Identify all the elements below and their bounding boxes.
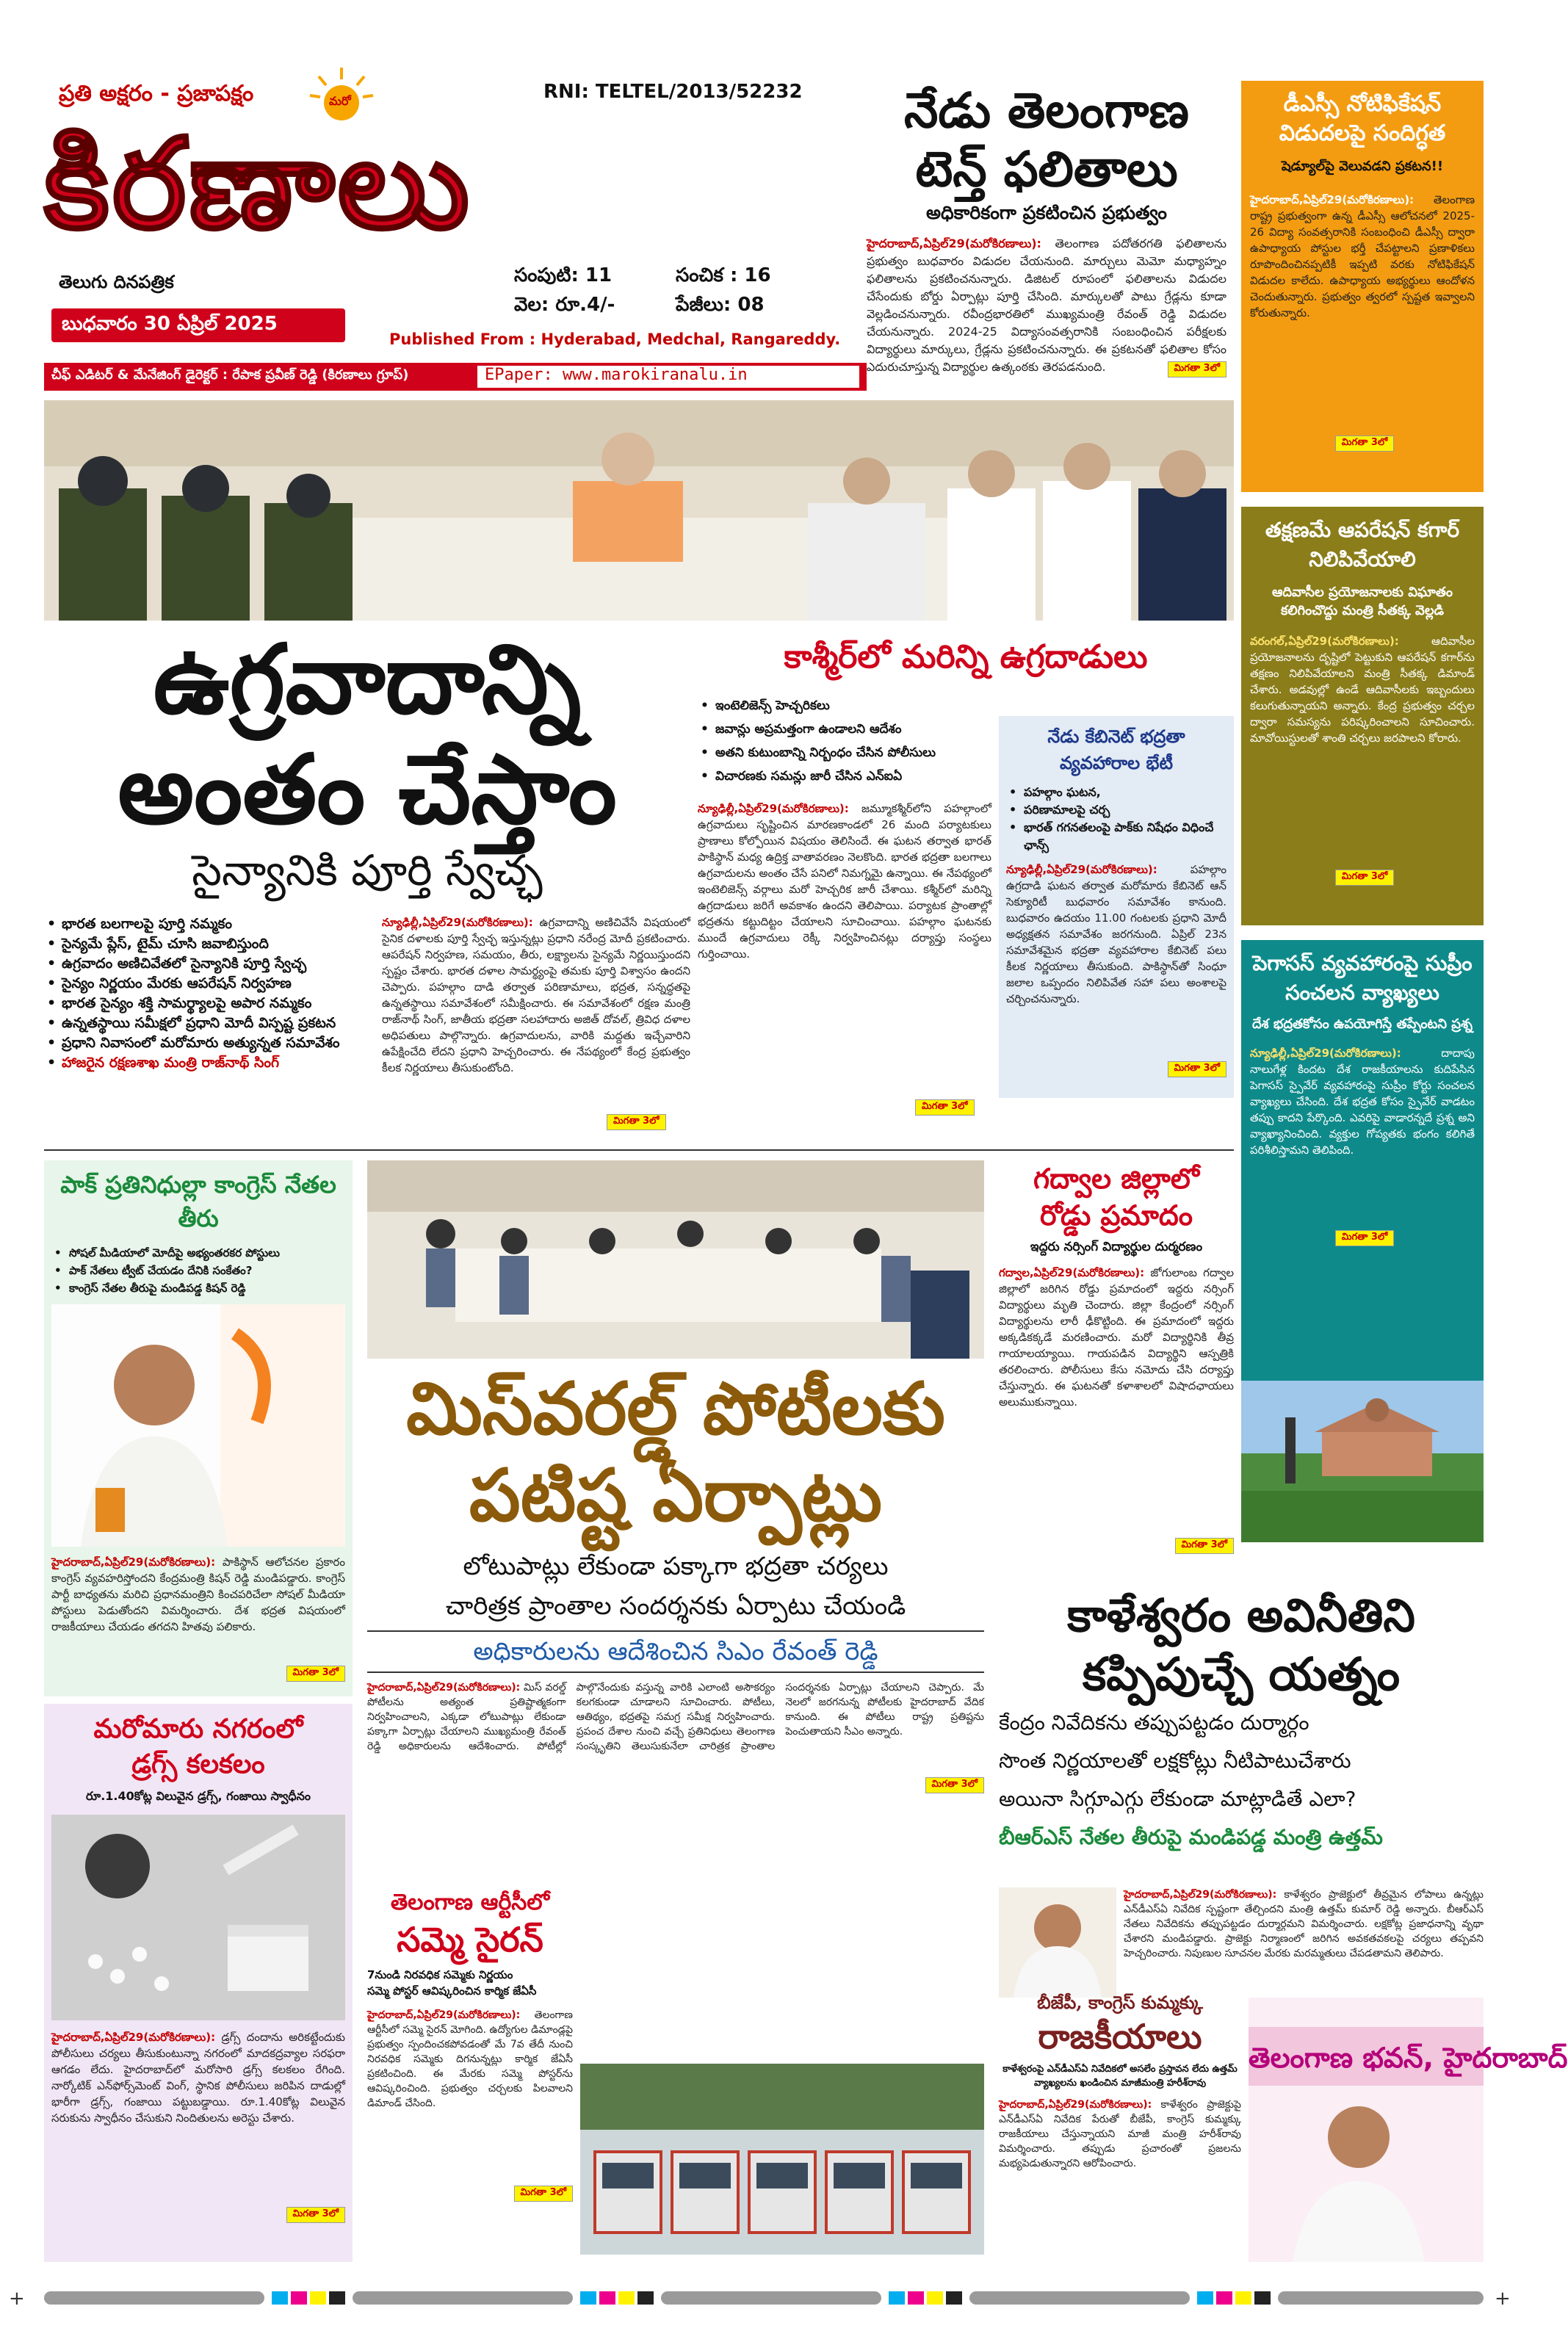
cabinet-body <box>1006 861 1226 1060</box>
masthead-price: వెల: రూ.4/- <box>514 294 615 316</box>
drugs-photo <box>51 1815 345 2020</box>
pak-congress-bullet: • సోషల్ మీడియాలో మోదీపై అభ్యంతరకర పోస్టులు <box>51 1244 345 1262</box>
svg-text:+: + <box>9 2288 25 2310</box>
miss-world-headline-2: పటిష్ట ఏర్పాట్లు <box>469 1453 883 1538</box>
main-bullet: • ప్రధాని నివాసంలో మరోమారు అత్యున్నత సమావేశం <box>44 1033 367 1053</box>
masthead-issue: సంచిక : 16 <box>676 264 771 286</box>
pegasus-dateline: న్యూఢిల్లీ,ఏప్రిల్29(మరోకిరణాలు): <box>1250 1047 1401 1060</box>
bjp-congress-story <box>999 1990 1241 2262</box>
drugs-headline-1: మరోమారు నగరంలో <box>93 1713 303 1744</box>
miss-world-sub-1: లోటుపాట్లు లేకుండా పక్కాగా భద్రతా చర్యలు <box>463 1552 889 1581</box>
cabinet-dateline: న్యూఢిల్లీ,ఏప్రిల్29(మరోకిరణాలు): <box>1006 863 1157 876</box>
masthead-volume: సంపుటి: 11 <box>514 264 613 286</box>
pegasus-sub: దేశ భద్రతకోసం ఉపయోగిస్తే తప్పేంటని ప్రశ్న <box>1251 1016 1473 1032</box>
pak-congress-body <box>51 1554 345 1664</box>
gadwal-body-text: జోగులాంబ గద్వాల జిల్లాలో జరిగిన రోడ్డు ప్రమాదంలో ఇద్దరు నర్సింగ్ విద్యార్థులు మృతి చెందారు. జిల్లా కేంద్రంలో నర్సింగ్ విద్యార్థులను లారీ ఢీకొట్టింది. ఈ ప్రమాదంలో ఇద్దరు అక్కడికక్కడే మరణించారు. మరో విద్యార్థినికి తీవ్ర గాయాలయ్యాయి. గాయపడిన విద్యార్థిని ఆస్పత్రికి తరలించారు. పోలీసులు కేసు నమోదు చేసి దర్యాప్తు చేస్తున్నారు. ఈ ఘటనతో కళాశాలలో విషాదఛాయలు అలుముకున్నాయి. <box>999 1266 1234 1409</box>
supreme-court-photo <box>1241 1381 1484 1542</box>
masthead <box>44 51 874 397</box>
bjp-congress-headline-2: రాజకీయాలు <box>1038 2017 1202 2056</box>
miss-world-body <box>367 1680 984 1776</box>
cabinet-body-text: పహల్గాం ఉగ్రదాడి ఘటన తర్వాత మరోమారు కేబినెట్ ఆన్ సెక్యూరిటీ బుధవారం సమావేశం కానుంది. బుధవారం ఉదయం 11.00 గంటలకు ప్రధాని మోదీ అధ్యక్షతన సమావేశం జరగనుంది. ఏప్రిల్ 23న సమావేశమైన భద్రతా వ్యవహారాల కేబినెట్ పలు కీలక నిర్ణయాలు తీసుకుంది. పాకిస్థాన్‌తో సింధూ జలాల ఒప్పందం నిలిపివేత సహా పలు అంశాలపై చర్చించనున్నారు. <box>1006 863 1226 1005</box>
pak-congress-bullet: • కాంగ్రెస్ నేతల తీరుపై మండిపడ్డ కిషన్ రెడ్డి <box>51 1279 345 1297</box>
main-bullets <box>44 914 367 1073</box>
pegasus-headline: పెగాసస్ వ్యవహారంపై సుప్రీం సంచలన వ్యాఖ్యలు <box>1252 951 1473 1005</box>
tenth-headline-2: టెన్త్ ఫలితాలు <box>915 140 1178 198</box>
kaleshwaram-body <box>1124 1887 1484 1983</box>
rtc-body-text: తెలంగాణ ఆర్టీసీలో సమ్మె సైరన్ మోగింది. ఉద్యోగుల డిమాండ్లపై ప్రభుత్వం స్పందించకపోవడంతో మే 7వ తేదీ నుంచి నిరవధిక సమ్మెకు దిగనున్నట్లు కార్మిక జేఏసీ ప్రకటించింది. ఈ మేరకు సమ్మె పోస్టర్‌ను ఆవిష్కరించింది. ప్రభుత్వం చర్చలకు పిలవాలని డిమాండ్ చేసింది. <box>367 2009 573 2109</box>
newspaper-logo: కిరణాలు <box>44 110 472 257</box>
uttam-photo <box>999 1887 1116 1998</box>
kaleshwaram-story <box>999 1586 1484 1983</box>
hero-photo <box>44 400 1234 621</box>
kagar-body-text: ఆదివాసీల ప్రయోజనాలను దృష్టిలో పెట్టుకుని ఆపరేషన్ కగార్‌ను తక్షణం నిలిపివేయాలని మంత్రి సీతక్క డిమాండ్ చేశారు. అడవుల్లో ఉండే ఆదివాసీలకు ఇబ్బందులు కలుగుతున్నాయని అన్నారు. కేంద్ర ప్రభుత్వం చర్చల ద్వారా సమస్యను పరిష్కరించాలని సూచించారు. మావోయిస్టులతో శాంతి చర్చలు జరపాలని కోరారు. <box>1250 635 1475 745</box>
masthead-tagline: ప్రతి అక్షరం - ప్రజాపక్షం <box>59 81 254 106</box>
rtc-story <box>367 1887 573 2262</box>
pak-congress-bullet: • పాక్ నేతలు ట్వీట్ చేయడం దేనికి సంకేతం? <box>51 1262 345 1279</box>
kaleshwaram-sub-2: సొంత నిర్ణయాలతో లక్షకోట్లు నీటిపాటుచేశారు <box>999 1749 1351 1773</box>
dsc-body-text: తెలంగాణ రాష్ట్ర ప్రభుత్వంగా ఉన్న డీఎస్సీ ఆలోచనలో 2025-26 విద్యా సంవత్సరానికి సంబంధించి డీఎస్సీ ద్వారా ఉపాధ్యాయ పోస్టుల భర్తీ చేపట్టాలని ప్రణాళికలు రూపొందించినప్పటికీ ఇప్పటి వరకు నోటిఫికేషన్ విడుదల కాలేదు. ఉపాధ్యాయ అభ్యర్థులు ఆందోళన చెందుతున్నారు. ప్రభుత్వం త్వరలో స్పష్టత ఇవ్వాలని కోరుతున్నారు. <box>1250 193 1475 319</box>
cabinet-more-link[interactable]: మిగతా 3లో <box>1168 1061 1227 1077</box>
main-body <box>382 914 690 1098</box>
harish-rao-photo <box>1249 1998 1568 2262</box>
kashmir-bullet: • ఇంటెలిజెన్స్ హెచ్చరికలు <box>698 694 991 718</box>
drugs-more-link[interactable]: మిగతా 3లో <box>286 2207 346 2223</box>
kashmir-more-link[interactable]: మిగతా 3లో <box>915 1099 975 1116</box>
main-body-text: ఉగ్రవాదాన్ని అణిచివేసే విషయంలో సైనిక దళాలకు పూర్తి స్వేచ్ఛ ఇస్తున్నట్లు ప్రధాని నరేంద్ర మోదీ ప్రకటించారు. ఆపరేషన్ నిర్వహణ, సమయం, తీరు, లక్ష్యాలను సైన్యమే నిర్ణయిస్తుందని స్పష్టం చేశారు. భారత దళాల సామర్థ్యంపై తమకు పూర్తి విశ్వాసం ఉందని చెప్పారు. పహల్గాం దాడి తర్వాత పరిణామాలు, భద్రత, సన్నద్ధతపై ఉన్నతస్థాయి సమావేశంలో సమీక్షించారు. ఈ సమావేశంలో రక్షణ మంత్రి రాజ్‌నాథ్ సింగ్, జాతీయ భద్రతా సలహాదారు అజిత్ దోవల్, త్రివిధ దళాల అధిపతులు పాల్గొన్నారు. ఉగ్రవాదులను, వారికి మద్దతు ఇచ్చేవారిని ఉపేక్షించేది లేదని ప్రధాని హెచ్చరించారు. ఈ నేపథ్యంలో కేంద్ర ప్రభుత్వం కీలక నిర్ణయాలు తీసుకుంటోంది. <box>382 916 690 1074</box>
bjp-congress-body <box>999 2097 1241 2208</box>
main-bullet: • భారత బలగాలపై పూర్తి నమ్మకం <box>44 914 367 934</box>
main-bullet: • హాజరైన రక్షణశాఖ మంత్రి రాజ్‌నాథ్ సింగ్ <box>44 1053 367 1073</box>
pak-congress-headline: పాక్ ప్రతినిధుల్లా కాంగ్రెస్ నేతల తీరు <box>60 1171 336 1232</box>
kagar-sub: ఆదివాసీల ప్రయోజనాలకు విఘాతం కలిగించొద్దు మంత్రి సీతక్క వెల్లడి <box>1271 585 1453 618</box>
print-color-bar <box>0 2284 1518 2313</box>
main-headline-1: ఉగ్రవాదాన్ని <box>153 623 582 735</box>
kaleshwaram-sub-1: కేంద్రం నివేదికను తప్పుపట్టడం దుర్మార్గం <box>999 1710 1309 1735</box>
main-headline-2: అంతం చేస్తాం <box>118 733 617 845</box>
harish-rao-banner: తెలంగాణ భవన్, హైదరాబాద్ <box>1249 2042 1568 2074</box>
gadwal-dateline: గద్వాల,ఏప్రిల్29(మరోకిరణాలు): <box>999 1266 1145 1279</box>
pegasus-body-text: దాదాపు నాలుగేళ్ల కిందట దేశ రాజకీయాలను కుదిపేసిన పెగాసస్ స్పైవేర్ వ్యవహారంపై సుప్రీం కోర్టు సంచలన వ్యాఖ్యలు చేసింది. దేశ భద్రత కోసం స్పైవేర్ వాడటం తప్పు కాదని పేర్కొంది. ఎవరిపై వాడారన్నదే ప్రశ్న అని వ్యాఖ్యానించింది. వ్యక్తుల గోప్యతకు భంగం కలిగితే పరిశీలిస్తామని తెలిపింది. <box>1250 1047 1475 1157</box>
drugs-sub: రూ.1.40కోట్ల విలువైన డ్రగ్స్, గంజాయి స్వాధీనం <box>86 1789 311 1803</box>
miss-world-story <box>367 1366 984 1880</box>
kashmir-story <box>698 635 1234 1120</box>
tenth-results-story <box>867 81 1226 397</box>
pak-congress-bullets <box>51 1244 345 1297</box>
kashmir-bullet: • విచారణకు సమన్లు జారీ చేసిన ఎన్ఐఏ <box>698 765 991 788</box>
drugs-body <box>51 2029 345 2205</box>
cabinet-box <box>999 716 1234 1098</box>
bjp-congress-sub: కాళేశ్వరంపై ఎన్‌డీఎస్ఏ నివేదికలో అసలేం ప్రస్తావన లేదు ఉత్తమ్ వ్యాఖ్యలను ఖండించిన మాజీమంత్రి హరీశ్‌రావు <box>1002 2064 1238 2089</box>
masthead-date: బుధవారం 30 ఏప్రిల్ 2025 <box>62 313 278 335</box>
rtc-body <box>367 2008 573 2184</box>
cabinet-bullet: • పహల్గాం ఘటన, <box>1006 784 1226 801</box>
bjp-congress-dateline: హైదరాబాద్,ఏప్రిల్29(మరోకిరణాలు): <box>999 2099 1152 2111</box>
miss-world-body-text: మిస్ వరల్డ్ పోటీలను అత్యంత ప్రతిష్టాత్మకంగా నిర్వహించాలని, ఎక్కడా లోటుపాట్లు లేకుండా పక్కాగా ఏర్పాట్లు చేయాలని ముఖ్యమంత్రి రేవంత్ రెడ్డి అధికారులను ఆదేశించారు. పోటీల్లో పాల్గొనేందుకు వస్తున్న వారికి ఎలాంటి అసౌకర్యం కలగకుండా చూడాలని సూచించారు. పోటీలు, ఆతిథ్యం, భద్రతపై సమగ్ర సమీక్ష నిర్వహించారు. ప్రపంచ దేశాల నుంచి వచ్చే ప్రతినిధులు తెలంగాణ సంస్కృతిని తెలుసుకునేలా చారిత్రక ప్రాంతాల సందర్శనకు ఏర్పాట్లు చేయాలని చెప్పారు. మే నెలలో జరగనున్న పోటీలకు హైదరాబాద్ వేదిక కానుంది. ఈ పోటీలు రాష్ట్ర ప్రతిష్టను పెంచుతాయని సీఎం అన్నారు. <box>367 1682 984 1752</box>
main-bullet: • సైన్యమే ప్లేస్, టైమ్ చూసి జవాబిస్తుంది <box>44 934 367 954</box>
miss-world-meeting-photo <box>367 1160 984 1359</box>
main-story <box>44 624 690 1138</box>
cabinet-bullet: • భారత్ గగనతలంపై పాక్‌కు నిషేధం విధించే ఛాన్స్ <box>1006 819 1226 854</box>
logo-badge: మరో <box>329 94 351 108</box>
main-dateline: న్యూఢిల్లీ,ఏప్రిల్29(మరోకిరణాలు): <box>382 916 533 929</box>
rtc-sub-2: సమ్మె పోస్టర్ ఆవిష్కరించిన కార్మిక జేఏసీ <box>367 1984 537 1998</box>
kashmir-bullets <box>698 694 991 788</box>
logo-sun-icon <box>308 66 375 110</box>
drugs-headline-2: డ్రగ్స్ కలకలం <box>131 1749 265 1779</box>
kagar-dateline: వరంగల్,ఏప్రిల్29(మరోకిరణాలు): <box>1250 635 1399 648</box>
cabinet-bullet: • పరిణామాలపై చర్చ <box>1006 801 1226 819</box>
gadwal-story <box>999 1160 1234 1586</box>
dsc-headline: డీఎస్సీ నోటిఫికేషన్ విడుదలపై సందిగ్ధత <box>1279 91 1446 146</box>
kaleshwaram-headline-1: కాళేశ్వరం అవినీతిని <box>1067 1589 1415 1642</box>
section-divider <box>44 1149 1234 1151</box>
kashmir-headline: కాశ్మీర్‌లో మరిన్ని ఉగ్రదాడులు <box>784 638 1148 676</box>
masthead-published-from: Published From : Hyderabad, Medchal, Rangareddy. <box>389 330 841 348</box>
rtc-headline-2: సమ్మె సైరన్ <box>397 1920 543 1959</box>
dsc-body <box>1250 192 1475 434</box>
rtc-dateline: హైదరాబాద్,ఏప్రిల్29(మరోకిరణాలు): <box>367 2009 521 2021</box>
kashmir-dateline: న్యూఢిల్లీ,ఏప్రిల్29(మరోకిరణాలు): <box>698 802 849 815</box>
miss-world-sub-2: చారిత్రక ప్రాంతాల సందర్శనకు ఏర్పాటు చేయండి <box>445 1591 906 1621</box>
masthead-epaper-link[interactable]: EPaper: www.marokiranalu.in <box>477 366 859 388</box>
dsc-dateline: హైదరాబాద్,ఏప్రిల్29(మరోకిరణాలు): <box>1250 193 1415 206</box>
bjp-congress-body-text: కాళేశ్వరం ప్రాజెక్టుపై ఎన్‌డీఎస్ఏ నివేదిక పేరుతో బీజేపీ, కాంగ్రెస్ కుమ్మక్కు రాజకీయాలు చేస్తున్నాయని మాజీ మంత్రి హరీశ్‌రావు విమర్శించారు. తప్పుడు ప్రచారంతో ప్రజలను మభ్యపెడుతున్నారని ఆరోపించారు. <box>999 2099 1241 2169</box>
tenth-headline-1: నేడు తెలంగాణ <box>904 82 1189 139</box>
dsc-sub: షెడ్యూల్‌పై వెలువడని ప్రకటన!! <box>1281 159 1444 174</box>
kashmir-body <box>698 800 991 1094</box>
pegasus-box <box>1241 940 1484 1381</box>
drugs-body-text: డ్రగ్స్ దందాను అరికట్టేందుకు పోలీసులు చర్యలు తీసుకుంటున్నా నగరంలో మాదకద్రవ్యాల సరఫరా ఆగడం లేదు. హైదరాబాద్‌లో మరోసారి డ్రగ్స్ కలకలం రేగింది. నార్కోటిక్ ఎన్‌ఫోర్స్‌మెంట్ వింగ్, స్థానిక పోలీసులు జరిపిన దాడుల్లో భారీగా డ్రగ్స్, గంజాయి పట్టుబడ్డాయి. రూ.1.40కోట్ల విలువైన సరుకును స్వాధీనం చేసుకుని నిందితులను అరెస్టు చేశారు. <box>51 2031 345 2125</box>
kaleshwaram-dateline: హైదరాబాద్,ఏప్రిల్29(మరోకిరణాలు): <box>1124 1889 1277 1901</box>
pegasus-more-link[interactable]: మిగతా 3లో <box>1335 1230 1395 1246</box>
pak-congress-body-text: పాకిస్థాన్ ఆలోచనల ప్రకారం కాంగ్రెస్ వ్యవహరిస్తోందని కేంద్రమంత్రి కిషన్ రెడ్డి మండిపడ్డారు. కాంగ్రెస్ పార్టీ బాధ్యతను మరిచి ప్రధానమంత్రిని కించపరిచేలా సోషల్ మీడియా పోస్టులు పెడుతోందని విమర్శించారు. దేశ భద్రత విషయంలో రాజకీయాలు చేయడం తగదని హితవు పలికారు. <box>51 1555 345 1633</box>
kagar-body <box>1250 633 1475 868</box>
gadwal-body <box>999 1265 1234 1536</box>
gadwal-headline-1: గద్వాల జిల్లాలో <box>1033 1162 1199 1195</box>
dsc-more-link[interactable]: మిగతా 3లో <box>1335 435 1395 452</box>
gadwal-more-link[interactable]: మిగతా 3లో <box>1175 1538 1235 1554</box>
masthead-editor: చీఫ్ ఎడిటర్ & మేనేజింగ్ డైరెక్టర్ : రేపాక ప్రవీణ్ రెడ్డి (కిరణాలు గ్రూప్) <box>51 367 409 383</box>
main-bullet: • సైన్యం నిర్ణయం మేరకు ఆపరేషన్ నిర్వహణ <box>44 974 367 994</box>
kashmir-body-text: జమ్మూకశ్మీర్‌లోని పహల్గాంలో ఉగ్రవాదులు సృష్టించిన మారణకాండలో 26 మంది పర్యాటకులు ప్రాణాలు కోల్పోయిన విషయం తెలిసిందే. ఈ ఘటన తర్వాత భారత్ పాకిస్థాన్ మధ్య ఉద్రిక్త వాతావరణం నెలకొంది. భారత భద్రతా బలగాలు ఉగ్రవాదులను అంతం చేసే పనిలో నిమగ్నమై ఉన్నాయి. ఈ నేపథ్యంలో ఇంటెలిజెన్స్ వర్గాలు మరో హెచ్చరిక జారీ చేశాయి. కశ్మీర్‌లో మరిన్ని ఉగ్రదాడులు జరిగే అవకాశం ఉందని తెలిపాయి. పర్యాటక ప్రాంతాల్లో భద్రతను కట్టుదిట్టం చేయాలని సూచించాయి. పహల్గాం ఘటనకు ముందే ఉగ్రవాదులు రెక్కీ నిర్వహించినట్లు దర్యాప్తు సంస్థలు గుర్తించాయి. <box>698 802 991 961</box>
pak-congress-more-link[interactable]: మిగతా 3లో <box>286 1666 346 1682</box>
cabinet-bullets <box>1006 784 1226 854</box>
cabinet-headline: నేడు కేబినెట్ భద్రతా వ్యవహారాల భేటీ <box>1047 726 1185 773</box>
rtc-buses-photo <box>580 2064 984 2255</box>
bjp-congress-headline-1: బీజేపీ, కాంగ్రెస్ కుమ్మక్కు <box>1037 1992 1203 2013</box>
kagar-more-link[interactable]: మిగతా 3లో <box>1335 870 1395 886</box>
masthead-pages: పేజీలు: 08 <box>676 294 765 316</box>
drugs-story <box>44 1704 353 2262</box>
miss-world-headline-1: మిస్‌వరల్డ్ పోటీలకు <box>406 1367 945 1451</box>
gadwal-headline-2: రోడ్డు ప్రమాదం <box>1039 1199 1193 1232</box>
masthead-subtitle: తెలుగు దినపత్రిక <box>59 272 174 292</box>
drugs-dateline: హైదరాబాద్,ఏప్రిల్29(మరోకిరణాలు): <box>51 2031 216 2044</box>
gadwal-sub: ఇద్దరు నర్సింగ్ విద్యార్థుల దుర్మరణం <box>1030 1240 1203 1254</box>
tenth-dateline: హైదరాబాద్,ఏప్రిల్29(మరోకిరణాలు): <box>867 236 1041 250</box>
kashmir-bullet: • అతని కుటుంబాన్ని నిర్బంధం చేసిన పోలీసులు <box>698 741 991 765</box>
kaleshwaram-sub-4: బీఆర్ఎస్ నేతల తీరుపై మండిపడ్డ మంత్రి ఉత్తమ్ <box>999 1825 1383 1849</box>
kaleshwaram-headline-2: కప్పిపుచ్చే యత్నం <box>1082 1647 1401 1701</box>
main-bullet: • ఉన్నతస్థాయి సమీక్షలో ప్రధాని మోదీ విస్పష్ట ప్రకటన <box>44 1013 367 1033</box>
pak-congress-dateline: హైదరాబాద్,ఏప్రిల్29(మరోకిరణాలు): <box>51 1555 216 1569</box>
tenth-more-link[interactable]: మిగతా 3లో <box>1168 361 1227 377</box>
kaleshwaram-body-text: కాళేశ్వరం ప్రాజెక్టులో తీవ్రమైన లోపాలు ఉన్నట్లు ఎన్‌డీఎస్‌ఏ నివేదిక స్పష్టంగా తేల్చిందని మంత్రి ఉత్తమ్ కుమార్ రెడ్డి అన్నారు. బీఆర్ఎస్ నేతలు నివేదికను తప్పుపట్టడం దుర్మార్గమని విమర్శించారు. లక్షకోట్ల ప్రజాధనాన్ని వృథా చేశారని మండిపడ్డారు. ప్రాజెక్టు నిర్మాణంలో జరిగిన అవకతవకలపై చర్యలు తప్పవని హెచ్చరించారు. నిపుణుల సూచనల మేరకు మరమ్మతులు చేపడతామని తెలిపారు. <box>1124 1889 1484 1959</box>
rtc-sub-1: 7నుండి నిరవధిక సమ్మెకు నిర్ణయం <box>367 1968 513 1981</box>
main-bullet: • భారత సైన్యం శక్తి సామర్థ్యాలపై అపార నమ్మకం <box>44 994 367 1013</box>
pak-congress-story <box>44 1160 353 1696</box>
miss-world-more-link[interactable]: మిగతా 3లో <box>925 1777 985 1793</box>
masthead-rni: RNI: TELTEL/2013/52232 <box>543 81 803 103</box>
kagar-box <box>1241 507 1484 925</box>
tenth-subhead: అధికారికంగా ప్రకటించిన ప్రభుత్వం <box>926 202 1167 223</box>
pegasus-body <box>1250 1045 1475 1229</box>
kaleshwaram-sub-3: అయినా సిగ్గూఎగ్గు లేకుండా మాట్లాడితే ఎలా? <box>999 1787 1356 1811</box>
main-subhead: సైన్యానికి పూర్తి స్వేచ్ఛ <box>192 845 543 895</box>
miss-world-dateline: హైదరాబాద్,ఏప్రిల్29(మరోకిరణాలు): <box>367 1682 521 1694</box>
kashmir-bullet: • జవాన్లు అప్రమత్తంగా ఉండాలని ఆదేశం <box>698 718 991 741</box>
dsc-box <box>1241 81 1484 492</box>
kagar-headline: తక్షణమే ఆపరేషన్ కగార్ నిలిపివేయాలి <box>1265 518 1460 571</box>
main-bullet: • ఉగ్రవాదం అణిచివేతలో సైన్యానికి పూర్తి స్వేచ్ఛ <box>44 954 367 974</box>
rtc-headline-1: తెలంగాణ ఆర్టీసీలో <box>390 1890 550 1915</box>
kishan-reddy-photo <box>51 1304 345 1547</box>
tenth-body-text: తెలంగాణ పదోతరగతి ఫలితాలను ప్రభుత్వం బుధవారం విడుదల చేయనుంది. మార్చులు మెమో మధ్యాహ్నం ఫలితాలను ప్రకటించనున్నారు. డిజిటల్ రూపంలో ఫలితాలను విడుదల చేసేందుకు బోర్డు ఏర్పాట్లు పూర్తి చేసింది. మార్కులతో పాటు గ్రేడ్లను కూడా వెల్లడించనున్నారు. రవీంద్రభారతిలో ముఖ్యమంత్రి రేవంత్ రెడ్డి విడుదల చేయనున్నారు. 2024-25 విద్యాసంవత్సరానికి సంబంధించిన పరీక్షలకు విద్యార్థులు మార్కులు, గ్రేడ్లను ప్రకటించనున్నారు. ఈ ప్రకటనతో ఫలితాల కోసం ఎదురుచూస్తున్న విద్యార్థుల ఉత్కంఠకు తెరపడనుంది. <box>867 236 1226 374</box>
main-more-link[interactable]: మిగతా 3లో <box>607 1114 666 1130</box>
svg-text:+: + <box>1495 2288 1511 2310</box>
miss-world-sub-3: అధికారులను ఆదేశించిన సిఎం రేవంత్ రెడ్డి <box>367 1630 984 1673</box>
rtc-more-link[interactable]: మిగతా 3లో <box>514 2186 574 2202</box>
